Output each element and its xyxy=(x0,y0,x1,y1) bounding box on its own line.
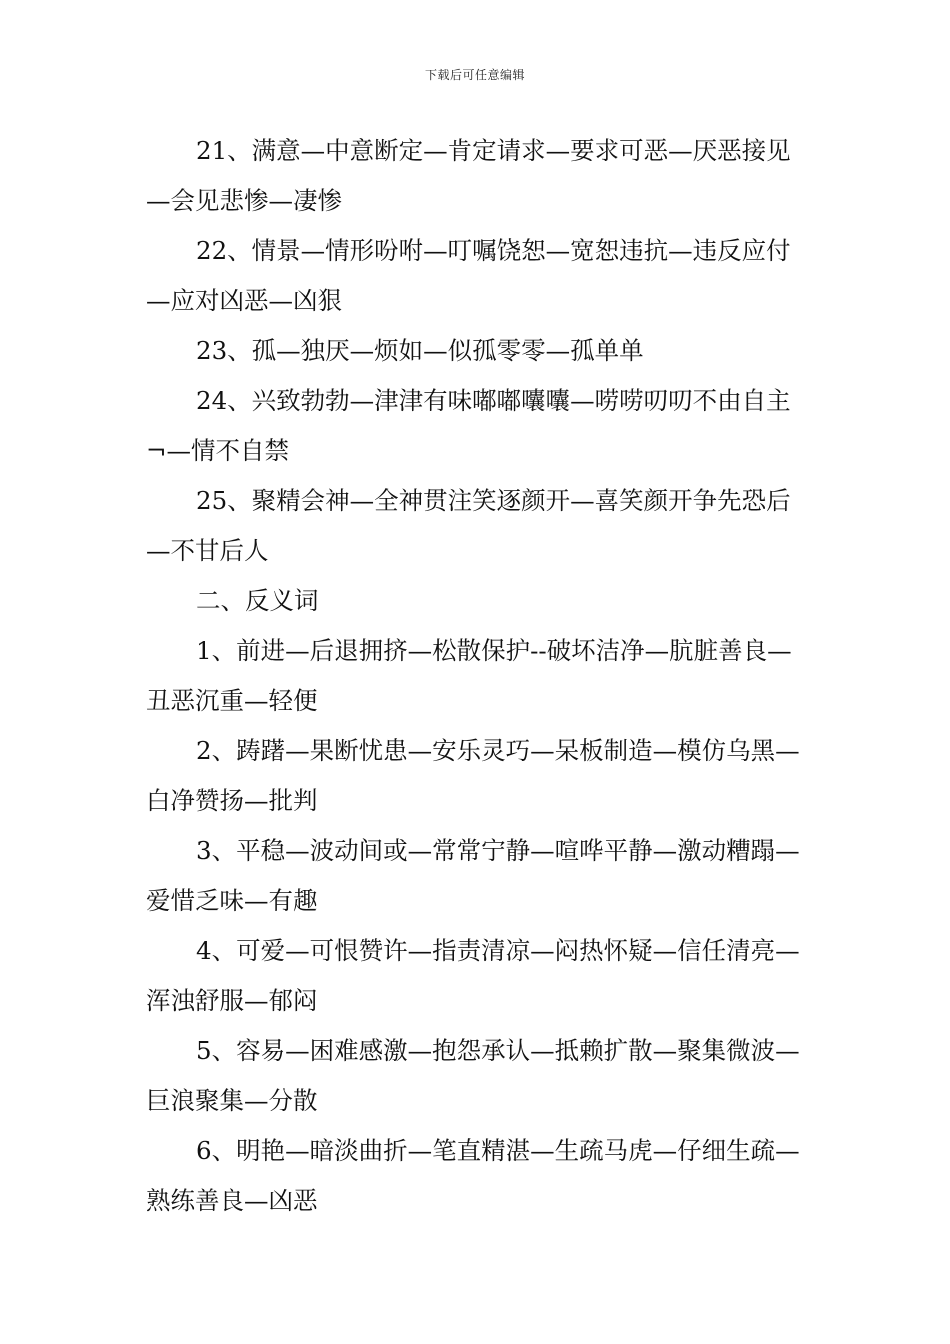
paragraph-antonym-1: 1、前进—后退拥挤—松散保护--破坏洁净—肮脏善良—丑恶沉重—轻便 xyxy=(146,636,792,715)
section-heading-antonyms: 二、反义词 xyxy=(196,586,319,615)
paragraph-synonym-23: 23、孤—独厌—烦如—似孤零零—孤单单 xyxy=(196,336,644,365)
paragraph-antonym-4: 4、可爱—可恨赞许—指责清凉—闷热怀疑—信任清亮—浑浊舒服—郁闷 xyxy=(146,936,800,1015)
paragraph-antonym-5: 5、容易—困难感激—抱怨承认—抵赖扩散—聚集微波—巨浪聚集—分散 xyxy=(146,1036,800,1115)
paragraph-antonym-3: 3、平稳—波动间或—常常宁静—喧哗平静—激动糟蹋—爱惜乏味—有趣 xyxy=(146,836,800,915)
paragraph-synonym-25: 25、聚精会神—全神贯注笑逐颜开—喜笑颜开争先恐后—不甘后人 xyxy=(146,486,791,565)
page-header: 下载后可任意编辑 xyxy=(424,68,525,82)
paragraph-synonym-24: 24、兴致勃勃—津津有味嘟嘟囔囔—唠唠叨叨不由自主¬—情不自禁 xyxy=(146,386,791,465)
paragraph-antonym-2: 2、踌躇—果断忧患—安乐灵巧—呆板制造—模仿乌黑—白净赞扬—批判 xyxy=(146,736,800,815)
paragraph-synonym-21: 21、满意—中意断定—肯定请求—要求可恶—厌恶接见—会见悲惨—凄惨 xyxy=(146,136,791,215)
paragraph-antonym-6: 6、明艳—暗淡曲折—笔直精湛—生疏马虎—仔细生疏—熟练善良—凶恶 xyxy=(146,1136,800,1215)
document-body xyxy=(146,126,806,1226)
paragraph-synonym-22: 22、情景—情形吩咐—叮嘱饶恕—宽恕违抗—违反应付—应对凶恶—凶狠 xyxy=(146,236,791,315)
